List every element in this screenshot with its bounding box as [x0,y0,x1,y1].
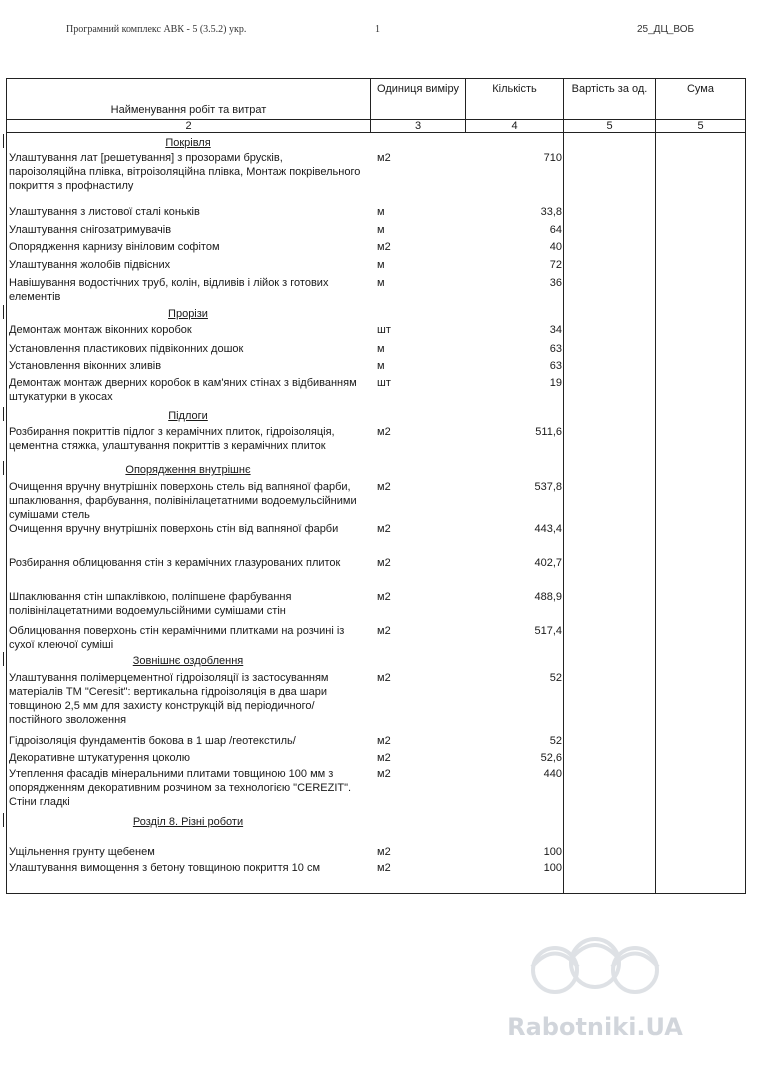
work-name: Утеплення фасадів мінеральними плитами товщиною 100 мм з опорядженням декоративним розчином за технологією "CEREZIT". Стіни гладкі [9,768,352,808]
work-unit: м [377,206,385,218]
work-unit: шт [377,377,391,389]
work-name: Очищення вручну внутрішніх поверхонь стін від вапняної фарби [9,523,339,535]
margin-mark [3,305,4,319]
table-header-row [7,79,746,120]
work-quantity: 100 [543,862,562,874]
work-quantity: 52 [549,735,562,747]
work-quantity: 40 [549,241,562,253]
work-unit: м2 [377,752,391,764]
table-body [7,133,746,894]
work-name: Гідроізоляція фундаментів бокова в 1 шар /геотекстиль/ [9,735,296,747]
col-header-sum: Сума [656,79,746,120]
document-code: 25_ДЦ_ВОБ [637,24,695,35]
work-quantity: 64 [549,224,562,236]
work-unit: м2 [377,591,391,603]
work-name: Опорядження карнизу вініловим софітом [9,241,220,253]
work-quantity: 52 [549,672,562,684]
work-name: Демонтаж монтаж дверних коробок в кам'яних стінах з відбиванням штукатурки в укосах [9,377,357,403]
section-title: Розділ 8. Різні роботи [132,816,244,828]
work-name: Установлення віконних зливів [9,360,162,372]
work-unit: м [377,259,385,271]
col-header-qty: Кількість [466,79,564,120]
work-name: Ущільнення грунту щебенем [9,846,155,858]
col-number: 2 [7,120,371,133]
work-unit: м2 [377,481,391,493]
work-unit: шт [377,324,391,336]
work-unit: м2 [377,241,391,253]
watermark-text: Rabotniki.UA [507,1013,683,1041]
work-name: Розбирання облицювання стін з керамічних глазурованих плиток [9,557,341,569]
work-unit: м2 [377,862,391,874]
work-unit: м [377,277,385,289]
work-unit: м2 [377,557,391,569]
work-quantity: 440 [543,768,562,780]
work-unit: м [377,343,385,355]
work-unit: м2 [377,625,391,637]
col-number: 4 [466,120,564,133]
work-name: Улаштування лат [решетування] з прозорами брусків, пароізоляційна плівка, вітроізоляційна плівка, Монтаж покрівельного покриття з профнастилу [9,152,361,192]
page-number: 1 [375,24,380,35]
work-name: Демонтаж монтаж віконних коробок [9,324,192,336]
work-quantity: 710 [543,152,562,164]
work-quantity: 63 [549,343,562,355]
work-quantity: 517,4 [534,625,562,637]
work-quantity: 511,6 [535,426,562,438]
work-quantity: 402,7 [534,557,562,569]
work-name: Улаштування снігозатримувачів [9,224,172,236]
work-unit: м2 [377,426,391,438]
work-quantity: 100 [543,846,562,858]
section-title: Опорядження внутрішнє [125,464,251,476]
work-name: Очищення вручну внутрішніх поверхонь стель від вапняної фарби, шпаклювання, фарбування, полівінілацетатними водоемульсійними сумішами стель [9,481,357,521]
work-name: Шпаклювання стін шпаклівкою, поліпшене фарбування полівінілацетатними водоемульсійними сумішами стін [9,591,292,617]
work-name: Улаштування вимощення з бетону товщиною покриття 10 см [9,862,321,874]
col-header-price: Вартість за од. [564,79,656,120]
margin-mark [3,461,4,475]
work-unit: м2 [377,768,391,780]
work-name: Улаштування з листової сталі коньків [9,206,200,218]
work-quantity: 488,9 [534,591,562,603]
col-header-unit: Одиниця виміру [371,79,466,120]
section-title: Зовнішнє оздоблення [132,655,244,667]
column-number-row [7,120,746,133]
col-header-name: Найменування робіт та витрат [7,79,371,120]
work-unit: м2 [377,152,391,164]
work-unit: м2 [377,735,391,747]
margin-mark [3,134,4,148]
work-unit: м2 [377,523,391,535]
margin-mark [3,652,4,666]
work-name: Облицювання поверхонь стін керамічними плитками на розчині із сухої клеючої суміші [9,625,345,651]
work-quantity: 63 [549,360,562,372]
margin-mark [3,407,4,421]
work-quantity: 33,8 [540,206,562,218]
col-number: 5 [656,120,746,133]
work-name: Установлення пластикових підвіконних дошок [9,343,244,355]
work-quantity: 537,8 [534,481,562,493]
work-name: Декоративне штукатурення цоколю [9,752,191,764]
work-quantity: 72 [549,259,562,271]
work-quantity: 19 [549,377,562,389]
col-number: 3 [371,120,466,133]
work-quantity: 36 [549,277,562,289]
work-quantity: 52,6 [540,752,562,764]
col-number: 5 [564,120,656,133]
work-unit: м [377,224,385,236]
estimate-table [6,78,746,894]
work-unit: м2 [377,672,391,684]
work-name: Улаштування полімерцементної гідроізоляції із застосуванням матеріалів ТМ "Ceresit": вертикальна гідроізоляція в два шари товщиною 2,5 мм для захисту конструкцій від періодичного/постійного зволоження [9,672,329,726]
work-unit: м2 [377,846,391,858]
work-quantity: 443,4 [534,523,562,535]
work-quantity: 34 [549,324,562,336]
section-title: Підлоги [168,410,208,422]
work-unit: м [377,360,385,372]
section-title: Покрівля [165,137,211,149]
margin-mark [3,813,4,827]
section-title: Прорізи [168,308,208,320]
work-name: Розбирання покриттів підлог з керамічних плиток, гідроізоляція, цементна стяжка, улаштування покриттів з керамічних плиток [9,426,335,452]
work-name: Улаштування жолобів підвісних [9,259,171,271]
work-name: Навішування водостічних труб, колін, відливів і лійок з готових елементів [9,277,329,303]
program-header: Програмний комплекс АВК - 5 (3.5.2) укр. [66,24,247,35]
